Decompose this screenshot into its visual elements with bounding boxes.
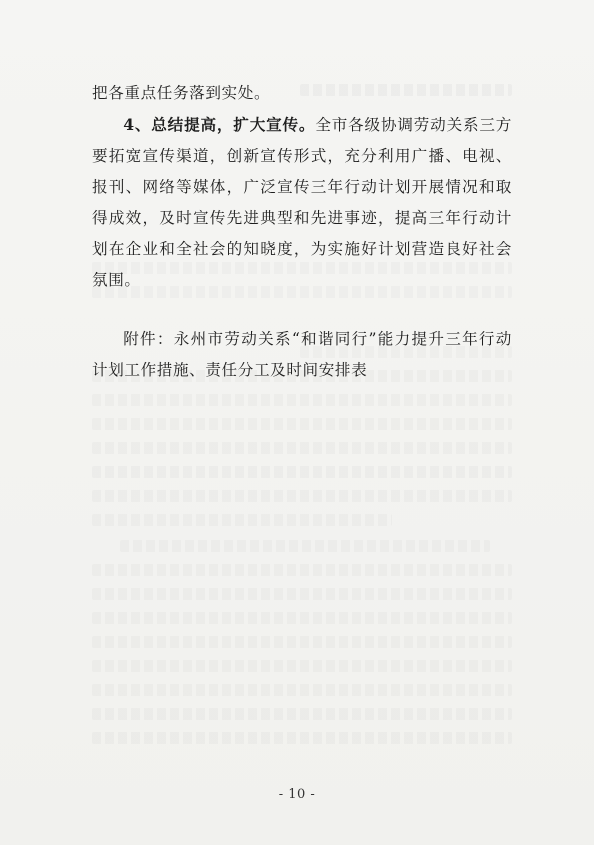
paragraph-publicity — [92, 109, 512, 296]
bleed-through-line — [92, 394, 512, 406]
bleed-through-line — [92, 612, 512, 624]
bleed-through-line — [92, 418, 512, 430]
attachment-note — [92, 324, 512, 386]
bleed-through-line — [92, 708, 512, 720]
bleed-through-line — [120, 540, 490, 552]
bleed-through-line — [92, 636, 512, 648]
attachment-note-text: 附件：永州市劳动关系“和谐同行”能力提升三年行动计划工作措施、责任分工及时间安排表 — [92, 330, 512, 379]
bleed-through-line — [92, 514, 392, 526]
bleed-through-line — [92, 732, 512, 744]
paragraph-body: 全市各级协调劳动关系三方要拓宽宣传渠道，创新宣传形式，充分利用广播、电视、报刊、网络等媒体，广泛宣传三年行动计划开展情况和取得成效，及时宣传先进典型和先进事迹，提高三年行动计划在企业和全社会的知晓度，为实施好计划营造良好社会氛围。 — [92, 116, 512, 289]
paragraph-gap — [92, 296, 512, 324]
bleed-through-line — [92, 490, 512, 502]
page-number: - 10 - — [278, 787, 316, 802]
paragraph-heading: 4、总结提高，扩大宣传。 — [123, 115, 316, 134]
bleed-through-line — [92, 466, 512, 478]
bleed-through-line — [92, 660, 512, 672]
bleed-through-line — [92, 442, 512, 454]
paragraph-continuation-text: 把各重点任务落到实处。 — [92, 84, 271, 102]
body-text — [92, 78, 512, 386]
bleed-through-line — [92, 684, 512, 696]
bleed-through-line — [92, 564, 512, 576]
bleed-through-line — [92, 588, 512, 600]
paragraph-continuation — [92, 78, 512, 109]
